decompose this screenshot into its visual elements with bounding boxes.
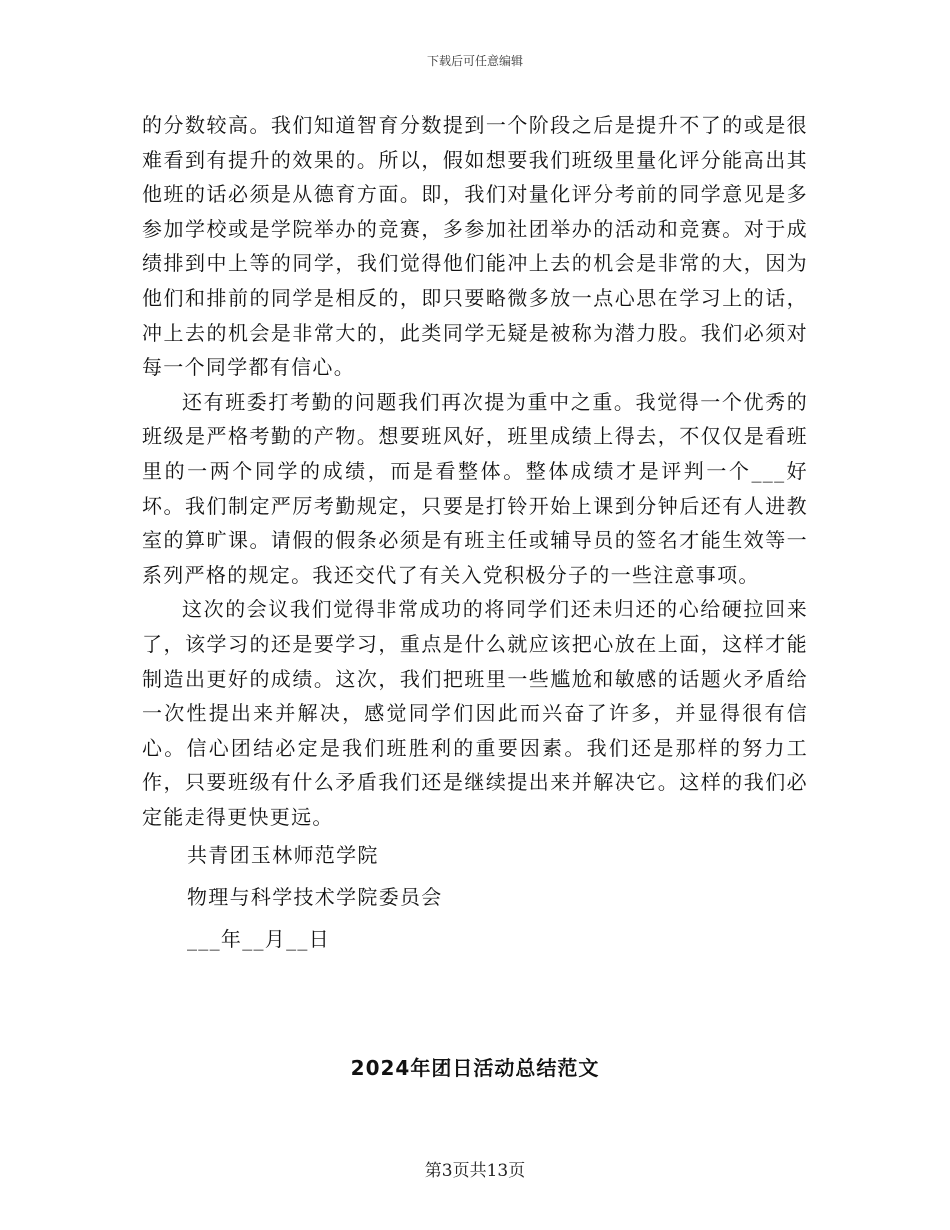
paragraph-3: 这次的会议我们觉得非常成功的将同学们还未归还的心给硬拉回来了，该学习的还是要学习，重点是什么就应该把心放在上面，这样才能制造出更好的成绩。这次，我们把班里一些尴尬和敏感的话题火矛盾给一次性提出来并解决，感觉同学们因此而兴奋了许多，并显得很有信心。信心团结必定是我们班胜利的重要因素。我们还是那样的努力工作，只要班级有什么矛盾我们还是继续提出来并解决它。这样的我们必定能走得更快更远。: [142, 597, 808, 829]
paragraph-2: 还有班委打考勤的问题我们再次提为重中之重。我觉得一个优秀的班级是严格考勤的产物。想要班风好，班里成绩上得去，不仅仅是看班里的一两个同学的成绩，而是看整体。整体成绩才是评判一个___好坏。我们制定严厉考勤规定，只要是打铃开始上课到分钟后还有人进教室的算旷课。请假的假条必须是有班主任或辅导员的签名才能生效等一系列严格的规定。我还交代了有关入党积极分子的一些注意事项。: [142, 389, 808, 587]
signature-date: ___年__月__日: [187, 927, 330, 952]
page-header: 下载后可任意编辑: [426, 54, 523, 68]
paragraph-1: 的分数较高。我们知道智育分数提到一个阶段之后是提升不了的或是很难看到有提升的效果的。所以，假如想要我们班级里量化评分能高出其他班的话必须是从德育方面。即，我们对量化评分考前的同学意见是多参加学校或是学院举办的竞赛，多参加社团举办的活动和竞赛。对于成绩排到中上等的同学，我们觉得他们能冲上去的机会是非常的大，因为他们和排前的同学是相反的，即只要略微多放一点心思在学习上的话，冲上去的机会是非常大的，此类同学无疑是被称为潜力股。我们必须对每一个同学都有信心。: [142, 113, 808, 380]
document-body: [142, 108, 808, 960]
signature-organization: 共青团玉林师范学院: [187, 843, 379, 868]
page-number-footer: 第3页共13页: [424, 1161, 526, 1181]
signature-committee: 物理与科学技术学院委员会: [187, 885, 443, 910]
section-title: 2024年团日活动总结范文: [350, 1056, 600, 1080]
